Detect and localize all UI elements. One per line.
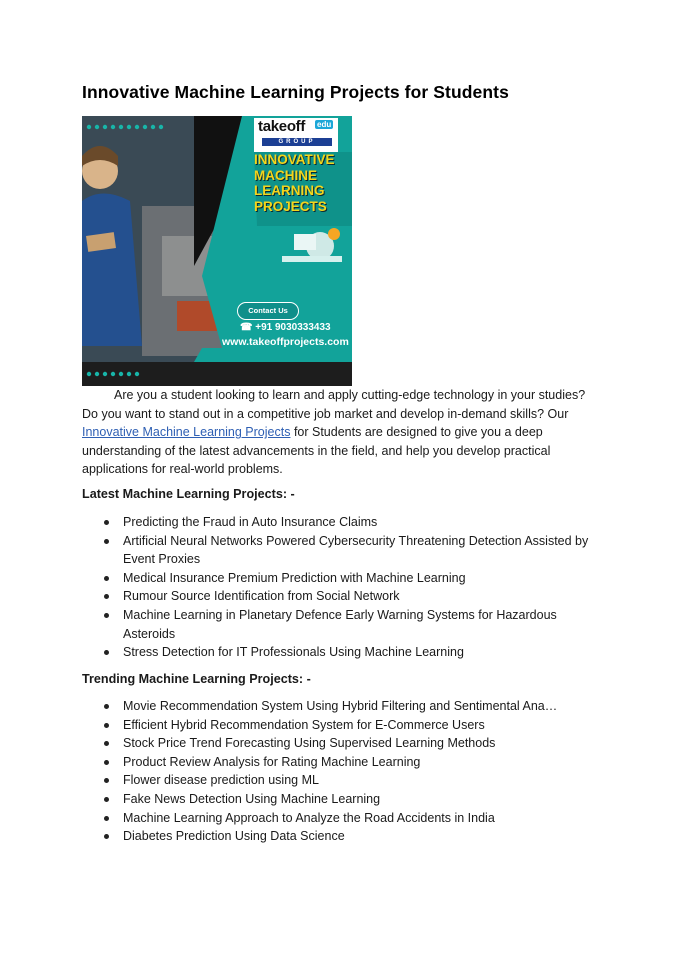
list-item: Rumour Source Identification from Social Network xyxy=(82,587,602,606)
list-item: Movie Recommendation System Using Hybrid Filtering and Sentimental Ana… xyxy=(82,697,602,716)
brand-logo: takeoff xyxy=(258,118,306,135)
intro-paragraph xyxy=(82,386,602,479)
banner-headline: INNOVATIVE MACHINE LEARNING PROJECTS xyxy=(254,152,335,214)
latest-projects-list xyxy=(82,513,602,662)
banner-phone xyxy=(240,322,331,333)
list-item: Machine Learning in Planetary Defence Early Warning Systems for Hazardous Asteroids xyxy=(82,606,602,643)
list-item: Machine Learning Approach to Analyze the Road Accidents in India xyxy=(82,809,602,828)
intro-link[interactable]: Innovative Machine Learning Projects xyxy=(82,425,291,440)
list-item: Predicting the Fraud in Auto Insurance Claims xyxy=(82,513,602,532)
latest-projects-heading: Latest Machine Learning Projects: - xyxy=(82,487,295,501)
list-item: Diabetes Prediction Using Data Science xyxy=(82,827,602,846)
trending-projects-heading: Trending Machine Learning Projects: - xyxy=(82,672,311,686)
phone-icon: ☎ xyxy=(240,322,256,333)
list-item: Stock Price Trend Forecasting Using Supervised Learning Methods xyxy=(82,734,602,753)
list-item: Artificial Neural Networks Powered Cybersecurity Threatening Detection Assisted by Event Proxies xyxy=(82,532,602,569)
banner-website: www.takeoffprojects.com xyxy=(222,336,349,348)
intro-text-part1: Are you a student looking to learn and apply cutting-edge technology in your studies? Do you want to stand out in a competitive job market and develop in-demand skills? Our xyxy=(82,388,586,421)
list-item: Fake News Detection Using Machine Learning xyxy=(82,790,602,809)
page-title: Innovative Machine Learning Projects for Students xyxy=(82,82,509,102)
list-item: Medical Insurance Premium Prediction with Machine Learning xyxy=(82,569,602,588)
trending-projects-list xyxy=(82,697,602,846)
list-item: Product Review Analysis for Rating Machine Learning xyxy=(82,753,602,772)
list-item: Flower disease prediction using ML xyxy=(82,771,602,790)
list-item: Efficient Hybrid Recommendation System for E-Commerce Users xyxy=(82,716,602,735)
list-item: Stress Detection for IT Professionals Using Machine Learning xyxy=(82,643,602,662)
intro-text-part2: for Students are designed to give you a deep understanding of the latest advancements in the field, and help you develop practical applications for real-world problems. xyxy=(82,425,551,477)
contact-us-badge: Contact Us xyxy=(237,302,299,320)
promo-banner-image xyxy=(82,116,352,386)
phone-number: +91 9030333433 xyxy=(255,322,331,333)
brand-logo-group: GROUP xyxy=(262,138,332,146)
brand-logo-suffix: edu xyxy=(317,120,332,129)
